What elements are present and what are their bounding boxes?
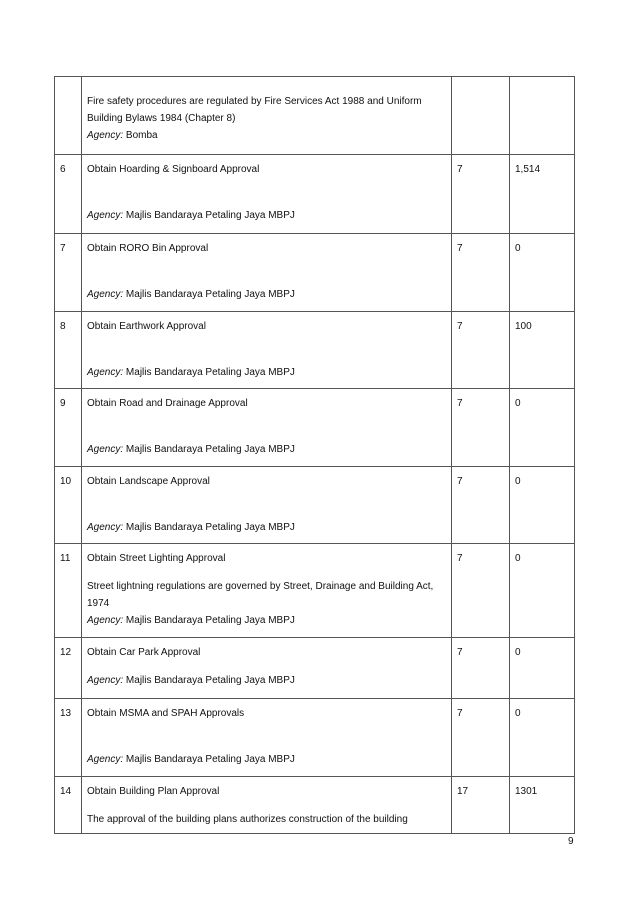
table-row (55, 638, 575, 699)
procedure-description (82, 699, 452, 777)
procedure-description (82, 467, 452, 544)
procedure-agency: Agency: Majlis Bandaraya Petaling Jaya MBPJ (87, 210, 295, 221)
procedure-title: Obtain Earthwork Approval (87, 321, 206, 332)
table-row (55, 467, 575, 544)
procedure-description (82, 155, 452, 234)
procedure-description (82, 389, 452, 467)
procedure-cost: 0 (510, 234, 575, 312)
procedure-number: 13 (55, 699, 82, 777)
procedure-days: 7 (452, 234, 510, 312)
procedure-agency: Agency: Majlis Bandaraya Petaling Jaya MBPJ (87, 289, 295, 300)
procedure-days: 7 (452, 155, 510, 234)
procedure-agency: Agency: Majlis Bandaraya Petaling Jaya MBPJ (87, 522, 295, 533)
table-row (55, 312, 575, 389)
procedure-title: Obtain Road and Drainage Approval (87, 398, 248, 409)
procedure-number: 7 (55, 234, 82, 312)
procedure-title: Obtain MSMA and SPAH Approvals (87, 708, 245, 719)
procedure-number: 8 (55, 312, 82, 389)
procedure-number: 9 (55, 389, 82, 467)
procedure-cost: 1,514 (510, 155, 575, 234)
page-number: 9 (568, 836, 574, 847)
procedure-agency: Agency: Majlis Bandaraya Petaling Jaya MBPJ (87, 615, 295, 626)
procedure-description (82, 544, 452, 638)
procedure-number: 6 (55, 155, 82, 234)
procedure-note: Fire safety procedures are regulated by Fire Services Act 1988 and Uniform Building Bylaws 1984 (Chapter 8) (87, 96, 422, 124)
procedure-note: Street lightning regulations are governed by Street, Drainage and Building Act, 1974 (87, 581, 434, 609)
procedure-number: 11 (55, 544, 82, 638)
table-row (55, 389, 575, 467)
procedure-cost: 0 (510, 638, 575, 699)
procedure-cost: 0 (510, 467, 575, 544)
procedure-agency: Agency: Majlis Bandaraya Petaling Jaya MBPJ (87, 754, 295, 765)
procedure-title: Obtain Landscape Approval (87, 476, 210, 487)
procedure-days: 7 (452, 389, 510, 467)
procedure-cost (510, 77, 575, 155)
procedure-number: 14 (55, 777, 82, 834)
procedure-cost: 0 (510, 544, 575, 638)
procedure-cost: 100 (510, 312, 575, 389)
procedure-cost: 0 (510, 699, 575, 777)
procedure-days: 7 (452, 638, 510, 699)
procedure-cost: 0 (510, 389, 575, 467)
table-row (55, 234, 575, 312)
table-row (55, 544, 575, 638)
procedure-description (82, 234, 452, 312)
procedure-agency: Agency: Majlis Bandaraya Petaling Jaya MBPJ (87, 675, 295, 686)
procedures-table (54, 76, 575, 834)
procedure-cost: 1301 (510, 777, 575, 834)
procedure-title: Obtain Street Lighting Approval (87, 553, 226, 564)
procedure-agency: Agency: Majlis Bandaraya Petaling Jaya MBPJ (87, 444, 295, 455)
procedure-number (55, 77, 82, 155)
procedure-title: Obtain Car Park Approval (87, 647, 201, 658)
procedure-days: 7 (452, 312, 510, 389)
procedure-description (82, 638, 452, 699)
procedure-days (452, 77, 510, 155)
procedure-number: 12 (55, 638, 82, 699)
procedure-agency: Agency: Bomba (87, 130, 158, 141)
procedure-description (82, 312, 452, 389)
table-row (55, 155, 575, 234)
procedure-title: Obtain Hoarding & Signboard Approval (87, 164, 260, 175)
procedure-title: Obtain RORO Bin Approval (87, 243, 209, 254)
procedure-days: 7 (452, 699, 510, 777)
table-row (55, 699, 575, 777)
procedure-description (82, 777, 452, 834)
procedure-title: Obtain Building Plan Approval (87, 786, 220, 797)
procedure-number: 10 (55, 467, 82, 544)
procedure-days: 17 (452, 777, 510, 834)
table-row (55, 777, 575, 834)
table-row (55, 77, 575, 155)
procedure-days: 7 (452, 544, 510, 638)
procedure-days: 7 (452, 467, 510, 544)
procedure-description (82, 77, 452, 155)
procedure-agency: Agency: Majlis Bandaraya Petaling Jaya MBPJ (87, 367, 295, 378)
procedure-note: The approval of the building plans authorizes construction of the building (87, 814, 408, 825)
